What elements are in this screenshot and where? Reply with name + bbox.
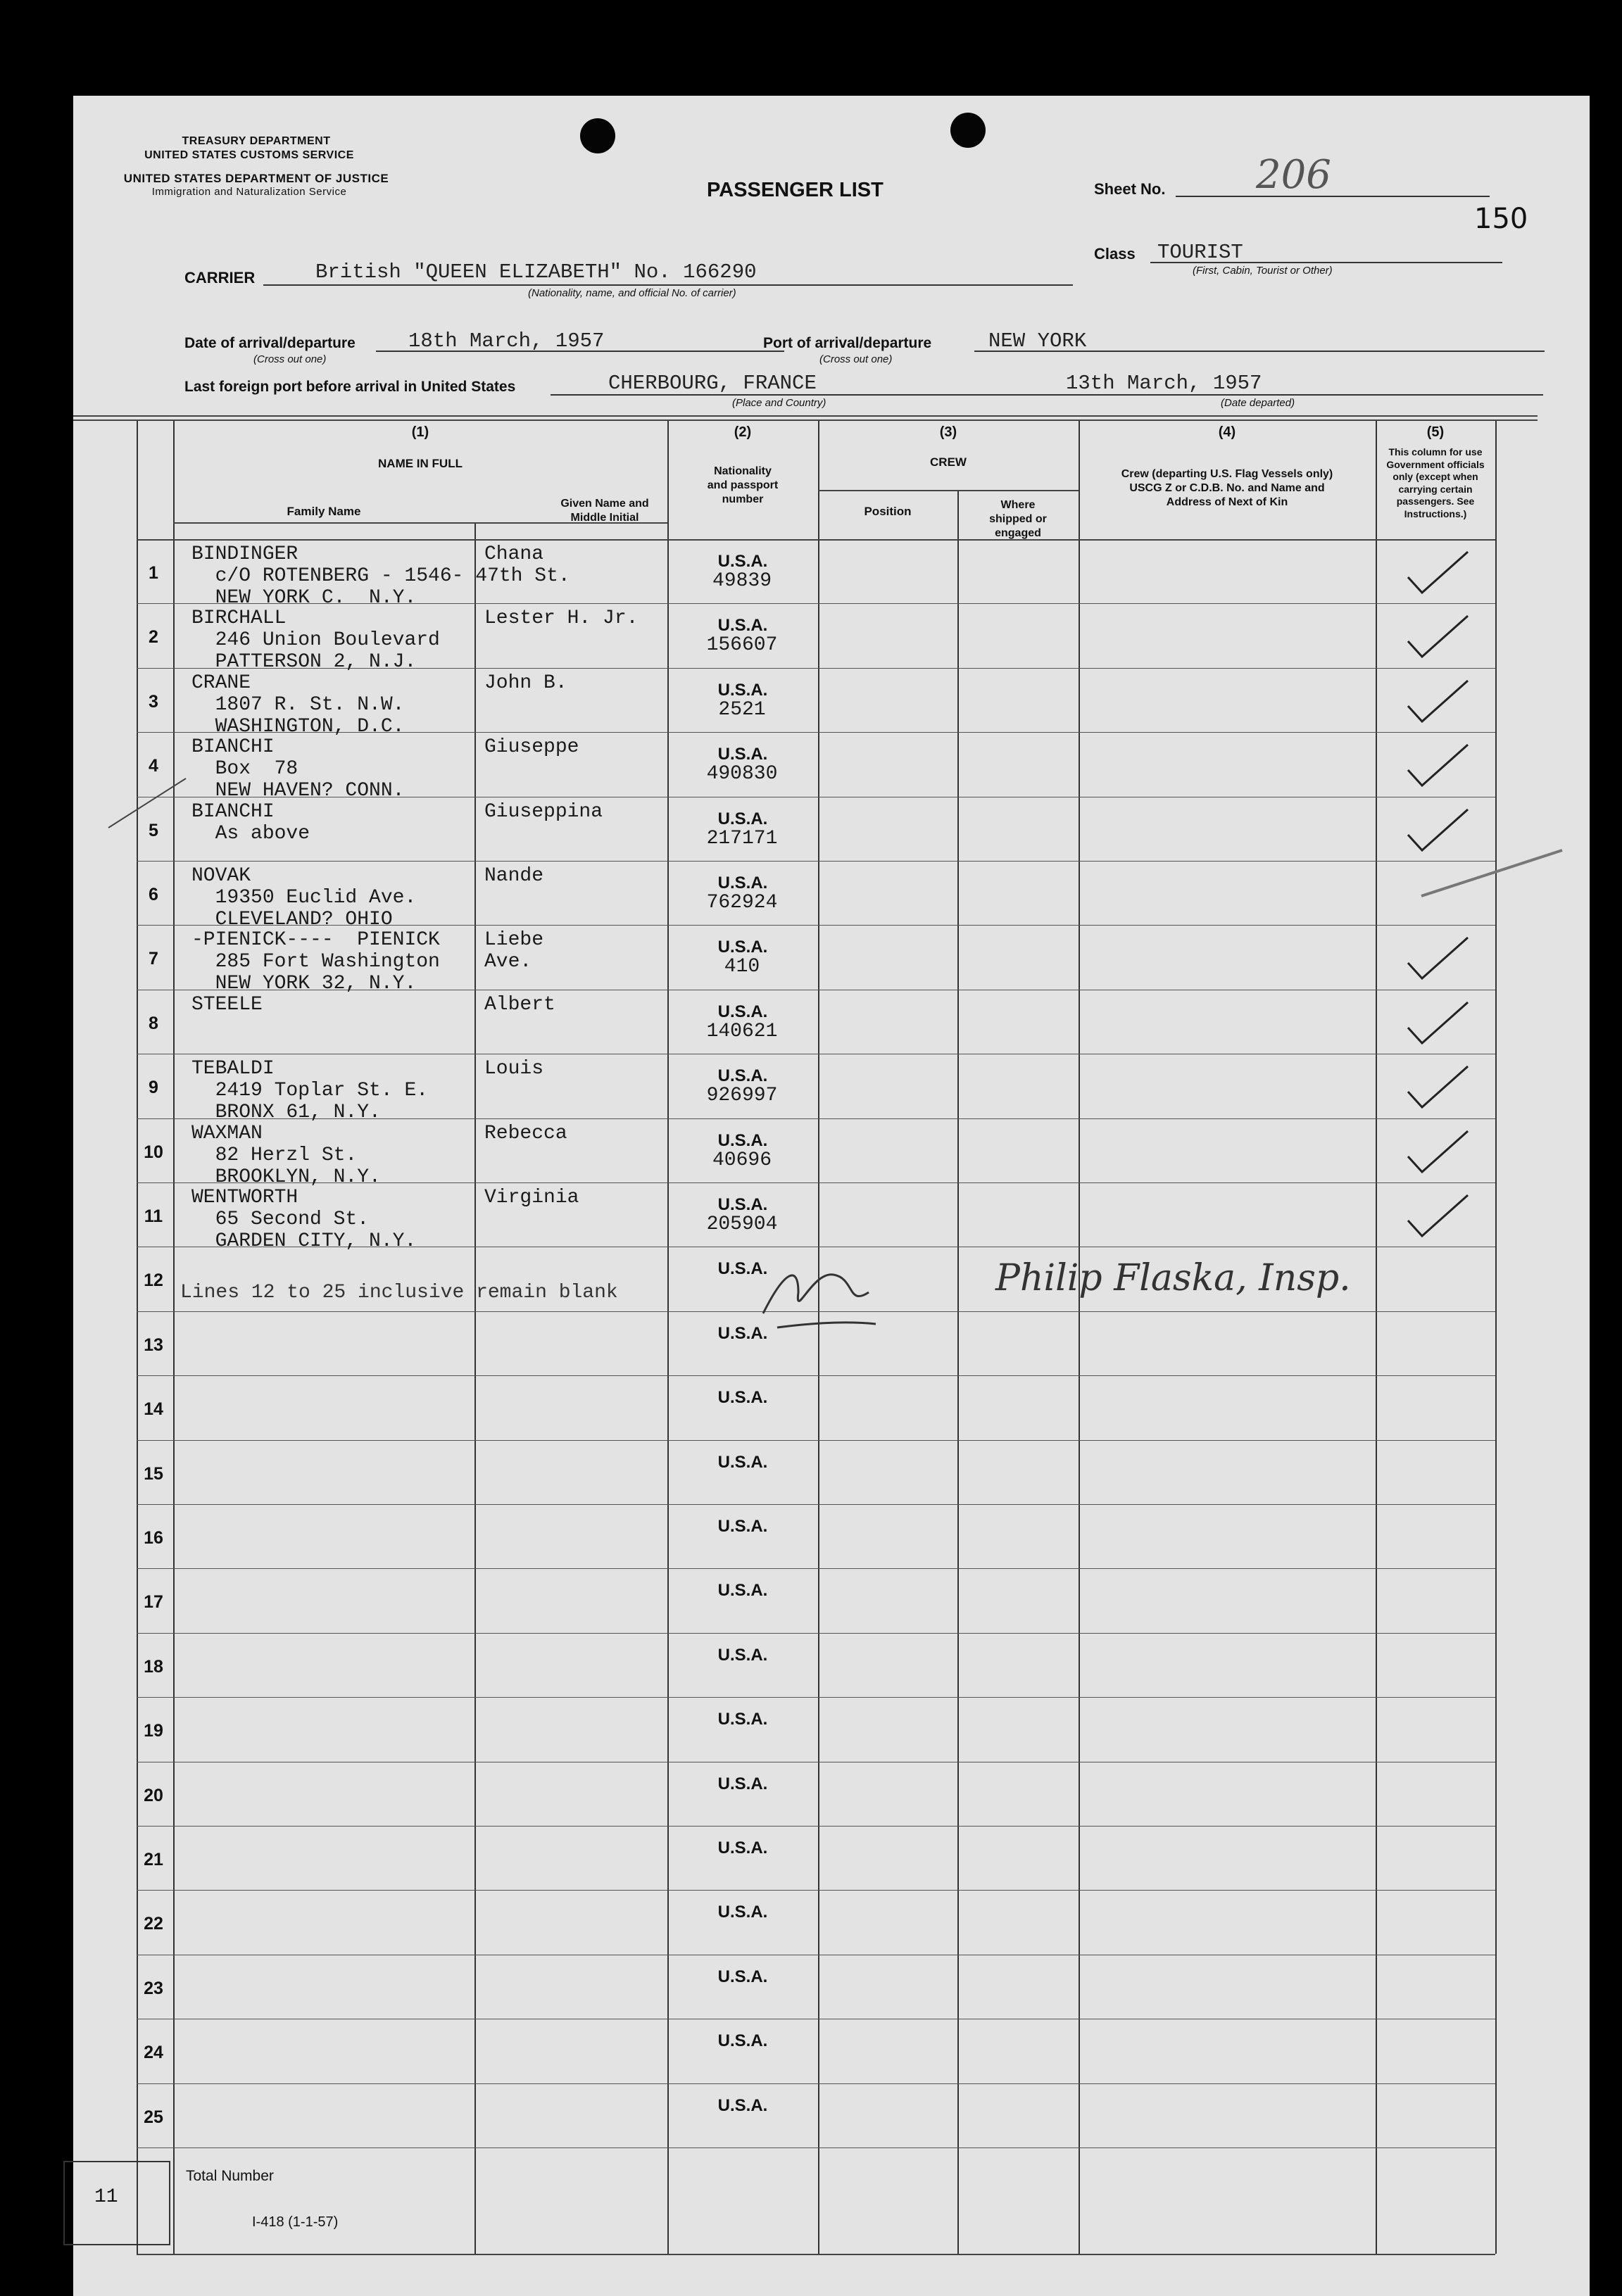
family-name-address: BIRCHALL 246 Union Boulevard PATTERSON 2, N.J. (191, 607, 440, 674)
family-name-address: BIANCHI Box 78 NEW HAVEN? CONN. (191, 736, 405, 802)
agency-line-4: Immigration and Naturalization Service (151, 186, 347, 198)
nationality-column-line (667, 420, 669, 2254)
crew-header-divider (818, 490, 1079, 491)
port-line (974, 351, 1545, 352)
row-number: 24 (144, 2043, 163, 2063)
date-caption: (Cross out one) (253, 353, 327, 365)
nationality: U.S.A. (717, 1066, 768, 1086)
row-divider (137, 2147, 1495, 2148)
row-divider (137, 1375, 1495, 1376)
position-header: Position (864, 505, 912, 518)
nationality: U.S.A. (717, 1774, 768, 1793)
family-name-address: TEBALDI 2419 Toplar St. E. BRONX 61, N.Y. (191, 1058, 429, 1124)
class-caption: (First, Cabin, Tourist or Other) (1193, 265, 1333, 277)
nationality: U.S.A. (717, 745, 768, 764)
nationality: U.S.A. (717, 1259, 768, 1279)
check-mark-icon (1401, 935, 1478, 984)
next-of-kin-column-line (1079, 420, 1080, 2254)
departed-value: 13th March, 1957 (1066, 372, 1262, 395)
check-mark-icon (1401, 1064, 1478, 1113)
class-value: TOURIST (1157, 241, 1243, 264)
nationality: U.S.A. (717, 1710, 768, 1729)
sheet-number-label: Sheet No. (1094, 180, 1166, 198)
class-line (1150, 262, 1502, 263)
row-divider (137, 1826, 1495, 1827)
row-number: 6 (149, 885, 158, 904)
nationality: U.S.A. (717, 680, 768, 700)
row-number: 21 (144, 1850, 163, 1869)
date-line (376, 351, 784, 352)
nationality: U.S.A. (717, 1130, 768, 1150)
family-name-address: WENTWORTH 65 Second St. GARDEN CITY, N.Y. (191, 1187, 417, 1252)
row-divider (137, 1568, 1495, 1569)
nationality: U.S.A. (717, 1195, 768, 1214)
given-name: Giuseppe (484, 736, 579, 759)
officials-column-line (1376, 420, 1377, 2254)
nationality: U.S.A. (717, 809, 768, 828)
column-3-number: (3) (939, 424, 957, 440)
table-bottom-line (137, 2254, 1495, 2255)
row-number: 20 (144, 1785, 163, 1805)
given-name: Liebe Ave. (484, 929, 544, 973)
column-5-number: (5) (1426, 424, 1445, 440)
passenger-list-sheet (73, 96, 1590, 2296)
carrier-value: British "QUEEN ELIZABETH" No. 166290 (315, 260, 757, 284)
last-port-label: Last foreign port before arrival in United States (184, 379, 516, 395)
family-name-address: BIANCHI As above (191, 800, 310, 845)
check-mark-icon (1401, 678, 1478, 727)
family-name-address: CRANE 1807 R. St. N.W. WASHINGTON, D.C. (191, 671, 405, 738)
row-number: 3 (149, 691, 158, 712)
check-mark-icon (1401, 549, 1478, 598)
sheet-number-line (1176, 196, 1490, 197)
date-label: Date of arrival/departure (184, 335, 356, 351)
class-label: Class (1094, 245, 1136, 263)
check-mark-icon (1401, 613, 1478, 662)
row-divider (137, 1697, 1495, 1698)
passport-number: 490830 (706, 763, 778, 786)
row-number: 16 (144, 1528, 163, 1548)
given-name: Lester H. Jr. (484, 607, 639, 630)
row-number: 9 (149, 1078, 158, 1098)
nationality: U.S.A. (717, 2095, 768, 2115)
blank-lines-note: Lines 12 to 25 inclusive remain blank (180, 1282, 618, 1304)
nationality: U.S.A. (717, 552, 768, 571)
column-4-number: (4) (1218, 424, 1236, 440)
port-label: Port of arrival/departure (763, 335, 932, 351)
carrier-line (263, 284, 1073, 286)
passport-number: 49839 (712, 570, 772, 592)
carrier-label: CARRIER (184, 269, 256, 286)
initials-scribble (735, 1243, 897, 1342)
given-name: Giuseppina (484, 800, 603, 823)
row-number: 23 (144, 1978, 163, 1998)
strike-mark (1418, 847, 1566, 903)
row-number: 11 (144, 1206, 163, 1226)
passport-number: 2521 (718, 698, 766, 721)
column-2-number: (2) (734, 424, 752, 440)
check-mark-icon (1401, 1192, 1478, 1242)
row-number: 10 (144, 1142, 163, 1162)
passport-number: 140621 (706, 1020, 778, 1042)
given-name: Rebecca (484, 1122, 567, 1144)
nationality: U.S.A. (717, 1323, 768, 1343)
last-port-line (551, 394, 1543, 396)
row-number: 12 (144, 1270, 163, 1291)
nationality: U.S.A. (717, 1903, 768, 1922)
punch-hole (580, 118, 615, 153)
row-number-column-line (173, 420, 175, 2254)
header-bottom-line (137, 539, 1495, 541)
nationality: U.S.A. (717, 938, 768, 957)
given-name-column-line (474, 522, 476, 2254)
nationality: U.S.A. (717, 1452, 768, 1472)
row-divider (137, 1440, 1495, 1441)
nationality: U.S.A. (717, 2031, 768, 2051)
column-1-title: NAME IN FULL (378, 457, 463, 470)
row-number: 8 (149, 1013, 158, 1033)
shipped-column-line (957, 490, 959, 2254)
table-border-right (1495, 420, 1497, 2254)
row-number: 14 (144, 1399, 163, 1420)
sheet-number: 206 (1256, 152, 1331, 198)
date-value: 18th March, 1957 (408, 329, 605, 353)
family-name-address: STEELE (191, 993, 263, 1016)
sheet-stamp: 150 (1474, 203, 1528, 235)
check-mark-icon (1401, 742, 1478, 791)
check-mark-icon (1401, 999, 1478, 1049)
row-divider (137, 1504, 1495, 1505)
column-2-title: Nationality and passport number (707, 465, 779, 505)
row-number: 2 (149, 627, 158, 648)
given-name: Louis (484, 1058, 544, 1080)
agency-line-3: UNITED STATES DEPARTMENT OF JUSTICE (123, 172, 389, 185)
last-port-caption: (Place and Country) (732, 397, 826, 409)
nationality: U.S.A. (717, 1517, 768, 1536)
family-name-address: BINDINGER c/O ROTENBERG - 1546- 47th St. NEW YORK C. N.Y. (191, 543, 570, 609)
given-name: Virginia (484, 1187, 579, 1209)
check-mark-icon (1401, 1128, 1478, 1178)
family-name-address: WAXMAN 82 Herzl St. BROOKLYN, N.Y. (191, 1122, 381, 1188)
carrier-caption: (Nationality, name, and official No. of carrier) (528, 287, 736, 299)
given-name: John B. (484, 671, 567, 694)
row-number: 13 (144, 1335, 163, 1355)
last-port-value: CHERBOURG, FRANCE (608, 372, 817, 395)
row-number: 5 (149, 820, 158, 840)
nationality: U.S.A. (717, 1002, 768, 1021)
inspector-signature: Philip Flaska, Insp. (995, 1257, 1351, 1299)
row-number: 22 (144, 1914, 163, 1934)
nationality: U.S.A. (717, 616, 768, 636)
shipped-header: Where shipped or engaged (989, 499, 1047, 539)
row-divider (137, 861, 1495, 862)
table-border-left (137, 420, 138, 2254)
departed-caption: (Date departed) (1221, 397, 1295, 409)
column-4-title: Crew (departing U.S. Flag Vessels only) USCG Z or C.D.B. No. and Name and Address of Next of Kin (1121, 468, 1333, 508)
page-title: PASSENGER LIST (707, 179, 884, 201)
table-top-line (73, 415, 1538, 417)
punch-hole (950, 113, 986, 148)
row-number: 25 (144, 2107, 163, 2127)
given-name: Nande (484, 865, 544, 887)
given-name: Albert (484, 993, 555, 1016)
nationality: U.S.A. (717, 1967, 768, 1986)
row-number: 17 (144, 1592, 163, 1613)
port-value: NEW YORK (988, 329, 1087, 353)
nationality: U.S.A. (717, 1388, 768, 1408)
row-divider (137, 2083, 1495, 2084)
form-number: I-418 (1-1-57) (252, 2214, 339, 2230)
family-name-address: NOVAK 19350 Euclid Ave. CLEVELAND? OHIO (191, 865, 417, 931)
row-divider (137, 1633, 1495, 1634)
nationality: U.S.A. (717, 1838, 768, 1857)
family-name-address: -PIENICK---- PIENICK 285 Fort Washington NEW YORK 32, N.Y. (191, 929, 440, 995)
given-name: Chana (484, 543, 544, 565)
margin-mark (101, 771, 193, 835)
family-name-header: Family Name (287, 505, 361, 518)
port-caption: (Cross out one) (819, 353, 893, 365)
table-top-line (73, 420, 1538, 421)
row-number: 18 (144, 1656, 163, 1677)
row-number: 19 (144, 1721, 163, 1741)
agency-line-2: UNITED STATES CUSTOMS SERVICE (144, 149, 354, 161)
passport-number: 217171 (706, 827, 778, 850)
total-value: 11 (94, 2186, 118, 2208)
passport-number: 926997 (706, 1085, 778, 1107)
nationality: U.S.A. (717, 873, 768, 892)
row-number: 7 (149, 949, 158, 969)
row-divider (137, 1890, 1495, 1891)
total-label: Total Number (186, 2168, 274, 2184)
given-name-header: Given Name and Middle Initial (560, 498, 649, 524)
column-3-title: CREW (930, 455, 967, 469)
row-number: 4 (149, 756, 158, 776)
column-5-title: This column for use Government officials only (except when carrying certain passengers. See Instructions.) (1386, 446, 1485, 519)
passport-number: 762924 (706, 892, 778, 914)
passport-number: 410 (724, 956, 760, 978)
row-number: 15 (144, 1463, 163, 1484)
passport-number: 205904 (706, 1213, 778, 1235)
passport-number: 156607 (706, 634, 778, 657)
nationality: U.S.A. (717, 1645, 768, 1665)
row-number: 1 (149, 563, 158, 583)
agency-line-1: TREASURY DEPARTMENT (182, 135, 331, 147)
column-1-number: (1) (411, 424, 429, 440)
passport-number: 40696 (712, 1149, 772, 1171)
nationality: U.S.A. (717, 1581, 768, 1601)
